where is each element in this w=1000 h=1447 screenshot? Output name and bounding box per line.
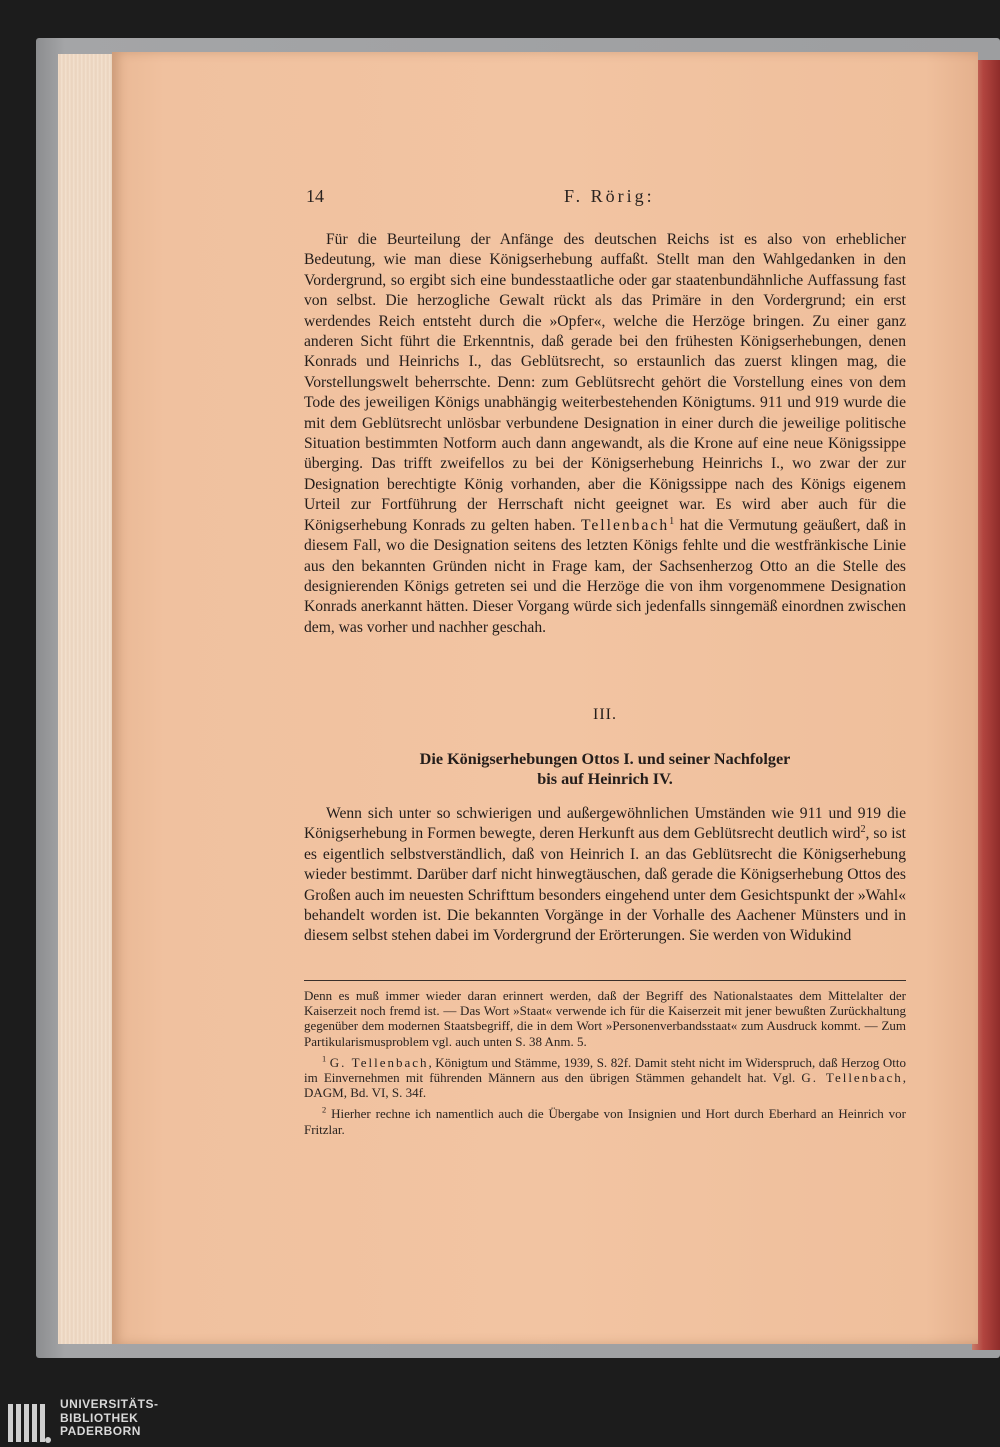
running-head (306, 186, 906, 214)
body-paragraph (304, 230, 906, 638)
body-paragraph (304, 804, 906, 947)
footnote-1 (304, 1055, 906, 1101)
main-text-block (304, 804, 906, 947)
paragraph-text: hat die Vermutung geäußert, daß in diesem Fall, wo die Designation seitens des letzten Königs fehlte und die westfränkische Linie aus den bekannten Gründen nicht in Frage kam, der Sachsenherzog Otto an die Stelle des designierenden Königs getreten sei und die Herzöge die von ihm vorgenommene Designation Konrads anerkannt hätten. Dieser Vorgang würde sich jedenfalls sinngemäß einordnen zwischen dem, was vorher und nachher geschah. (304, 516, 907, 636)
section-numeral: III. (593, 706, 617, 723)
footnote-text: , DAGM, Bd. VI, S. 34f. (304, 1070, 906, 1101)
footnotes (304, 988, 906, 1143)
library-name-line: UNIVERSITÄTS- (60, 1397, 159, 1411)
library-mark-icon (8, 1398, 52, 1444)
main-text-block (304, 230, 906, 638)
citation-author: G. Tellenbach (801, 1070, 903, 1086)
paragraph-text: , so ist es eigentlich selbstverständlich, daß von Heinrich I. an das Geblütsrecht die Königserhebung wieder bestimmt. Darüber darf nicht hinwegtäuschen, daß gerade die Königserhebung Ottos des Großen auch im neuesten Schrifttum besonders eingehend unter dem Gesichtspunkt der »Wahl« behandelt worden ist. Die bekannten Vorgänge in der Vorhalle des Aachener Münsters und in diesem selbst stehen dabei im Vordergrund der Erörterungen. Sie werden von Widukind (304, 825, 906, 945)
spaced-name: Tellenbach (580, 516, 670, 534)
paragraph-text: Für die Beurteilung der Anfänge des deutschen Reichs ist es also von erheblicher Bedeutung, wie man diese Königserhebung auffaßt. Stellt man den Wahlgedanken in den Vordergrund, so ergibt sich eine bundesstaatliche oder gar staatenbundähnliche Auffassung fast von selbst. Die herzogliche Gewalt rückt als das Primäre in den Vordergrund; ein erst werdendes Reich entsteht durch die »Opfer«, welche die Herzöge bringen. Zu einer ganz anderen Sicht führt die Erkenntnis, daß gerade bei den frühesten Königserhebungen, denen Konrads und Heinrichs I., das Geblütsrecht, so erstaunlich das zuerst klingen mag, die Vorstellungswelt beherrschte. Denn: zum Geblütsrecht gehört die Vorstellung eines von dem Tode des jeweiligen Königs unabhängig weiterbestehenden Königtums. 911 und 919 wurde die mit dem Geblütsrecht unlösbar verbundene Designation in einer durch die jeweilige politische Situation bestimmten Notform auch dann angewandt, als die Krone auf eine neue Königssippe überging. Das trifft zweifellos zu bei der Königserhebung Heinrichs I., wo zwar der zur Designation berechtigte König vorhanden, aber die Königssippe nach des Königs eigenem Urteil zur Fortführung der Herrschaft nicht geeignet war. Es wird aber auch für die Königserhebung Konrads zu gelten haben. (304, 231, 906, 534)
footnote-2 (304, 1106, 906, 1136)
citation-author: G. Tellenbach (329, 1054, 429, 1070)
footnote-reference: 2 (860, 824, 866, 836)
library-name-line: PADERBORN (60, 1424, 141, 1438)
library-name (60, 1398, 159, 1439)
footnote-mark: 1 (322, 1053, 327, 1064)
footnote-continued: Denn es muß immer wieder daran erinnert werden, daß der Begriff des Nationalstaates dem Mittelalter der Kaiserzeit noch fremd ist. — Das Wort »Staat« verwende ich für die Kaiserzeit mit jener bewußten Zurückhaltung gegenüber dem modernen Staatsbegriff, die in dem Wort »Personenverbandsstaat« zum Ausdruck kommt. — Zum Partikularismusproblem vgl. auch unten S. 38 Anm. 5. (304, 988, 906, 1049)
section-heading (304, 749, 906, 789)
library-name-line: BIBLIOTHEK (60, 1410, 139, 1425)
footnote-text: Hierher rechne ich namentlich auch die Übergabe von Insignien und Hort durch Eberhard an Heinrich vor Fritzlar. (304, 1106, 906, 1137)
running-head-author: F. Rörig: (564, 186, 655, 206)
paragraph-text: Wenn sich unter so schwierigen und außergewöhnlichen Umständen wie 911 und 919 die Königserhebung in Formen bewegte, deren Herkunft aus dem Geblütsrecht deutlich wird (304, 805, 906, 843)
footnote-mark: 2 (322, 1105, 327, 1116)
library-logo (0, 1392, 200, 1447)
section-heading-line: Die Königserhebungen Ottos I. und seiner Nachfolger (419, 750, 791, 768)
footnote-divider (304, 980, 906, 981)
section-heading-line: bis auf Heinrich IV. (537, 770, 673, 788)
page-edges (58, 54, 118, 1344)
footnote-reference: 1 (669, 515, 675, 527)
footnote-text: , Königtum und Stämme, 1939, S. 82f. Damit steht nicht im Widerspruch, daß Herzog Otto im Einvernehmen mit führenden Männern aus den übrigen Stämmen gehandelt hat. Vgl. (304, 1054, 906, 1086)
page-number: 14 (306, 186, 324, 206)
